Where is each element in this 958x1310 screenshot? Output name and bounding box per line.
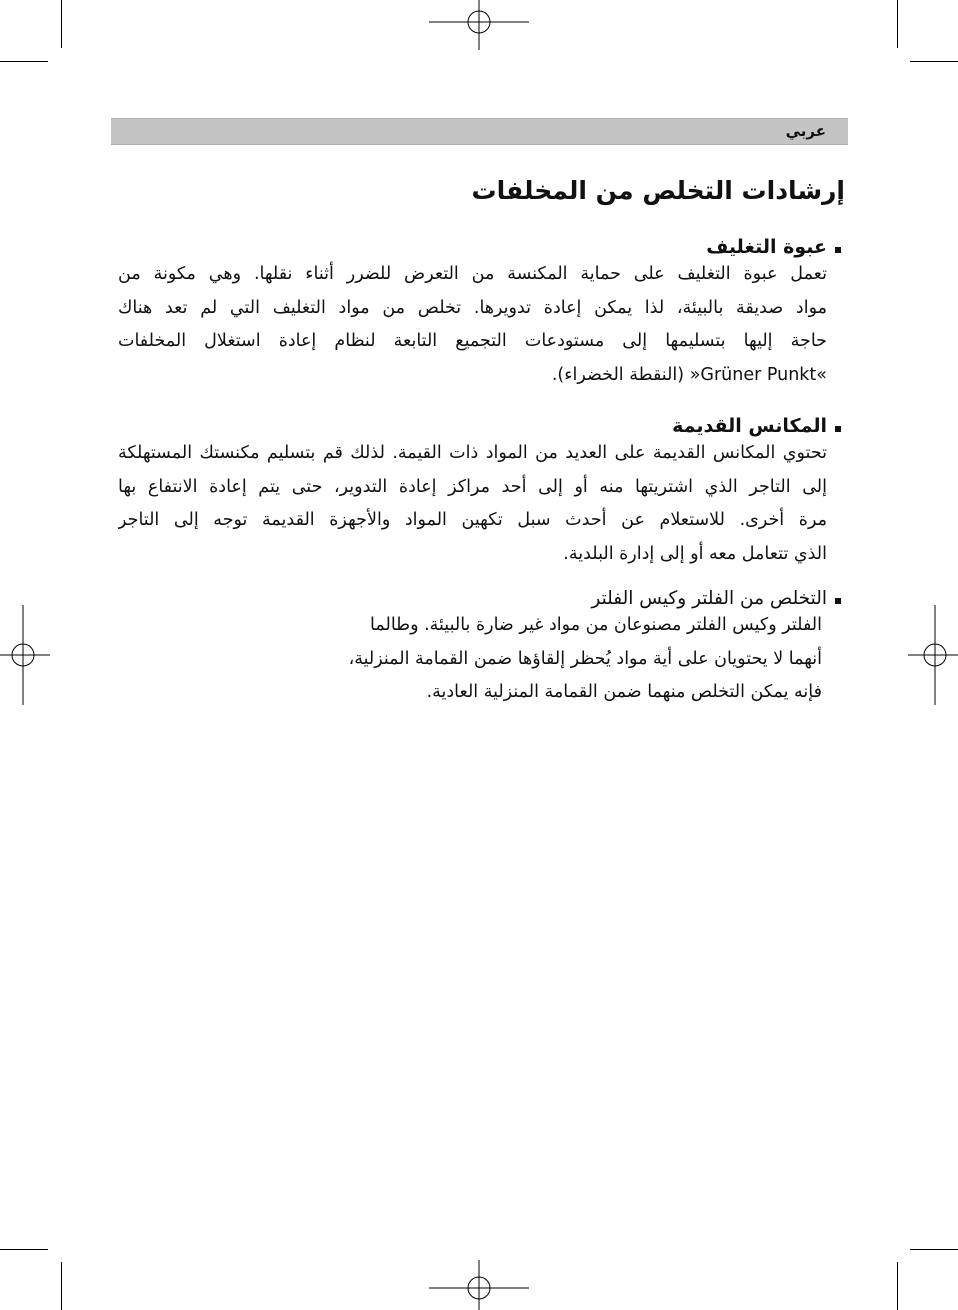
section-title: المكانس القديمة bbox=[672, 415, 827, 437]
registration-mark-bottom-icon bbox=[429, 1260, 529, 1310]
paragraph-line: تحتوي المكانس القديمة على العديد من المواد ذات القيمة. لذلك قم بتسليم مكنستك المستهلكة bbox=[118, 443, 827, 463]
gruener-punkt-term: »Grüner Punkt« bbox=[689, 364, 827, 385]
paragraph-line: مواد صديقة بالبيئة، لذا يمكن إعادة تدويرها. تخلص من مواد التغليف التي لم تعد هناك bbox=[118, 297, 827, 318]
section-packaging bbox=[118, 236, 827, 392]
paragraph-line: تعمل عبوة التغليف على حماية المكنسة من التعرض للضرر أثناء نقلها. وهي مكونة من bbox=[118, 264, 827, 284]
crop-mark-bottom-left-vertical bbox=[61, 1262, 62, 1310]
registration-mark-top-icon bbox=[429, 0, 529, 50]
crop-mark-top-left-vertical bbox=[61, 0, 62, 48]
paragraph-line: حاجة إليها بتسليمها إلى مستودعات التجميع التابعة لنظام إعادة استغلال المخلفات bbox=[118, 331, 827, 351]
paragraph-line bbox=[118, 359, 827, 393]
section-heading bbox=[118, 415, 841, 437]
crop-mark-bottom-right-vertical bbox=[897, 1262, 898, 1310]
paragraph-line: أنهما لا يحتويان على أية مواد يُحظر إلقاؤها ضمن القمامة المنزلية، bbox=[348, 648, 822, 669]
page-title: إرشادات التخلص من المخلفات bbox=[471, 176, 845, 205]
bullet-square-icon bbox=[835, 598, 841, 604]
language-label: عربي bbox=[785, 122, 826, 140]
bullet-square-icon bbox=[835, 247, 841, 253]
crop-mark-top-right-vertical bbox=[897, 0, 898, 48]
registration-mark-right-icon bbox=[908, 605, 958, 705]
section-title: التخلص من الفلتر وكيس الفلتر bbox=[591, 588, 827, 609]
paragraph-line: الذي تتعامل معه أو إلى إدارة البلدية. bbox=[563, 543, 827, 564]
section-filter-disposal bbox=[240, 588, 827, 710]
bullet-square-icon bbox=[835, 426, 841, 432]
paragraph-line: إلى التاجر الذي اشتريتها منه أو إلى أحد مراكز إعادة التدوير، حتى يتم إعادة الانتفاع بها bbox=[118, 476, 827, 497]
paragraph-line: مرة أخرى. للاستعلام عن أحدث سبل تكهين المواد والأجهزة القديمة توجه إلى التاجر bbox=[118, 510, 827, 530]
green-dot-arabic: (النقطة الخضراء). bbox=[551, 364, 685, 385]
section-title: عبوة التغليف bbox=[706, 236, 827, 258]
paragraph-line: الفلتر وكيس الفلتر مصنوعان من مواد غير ضارة بالبيئة. وطالما bbox=[370, 615, 822, 635]
crop-mark-top-left-horizontal bbox=[0, 61, 48, 62]
registration-mark-left-icon bbox=[0, 605, 50, 705]
language-header-bar bbox=[111, 118, 848, 145]
section-old-vacuums bbox=[118, 415, 827, 571]
section-heading bbox=[240, 588, 841, 609]
crop-mark-bottom-right-horizontal bbox=[910, 1249, 958, 1250]
crop-mark-top-right-horizontal bbox=[910, 61, 958, 62]
paragraph-line: فإنه يمكن التخلص منهما ضمن القمامة المنزلية العادية. bbox=[426, 682, 822, 702]
crop-mark-bottom-left-horizontal bbox=[0, 1249, 48, 1250]
section-heading bbox=[118, 236, 841, 258]
